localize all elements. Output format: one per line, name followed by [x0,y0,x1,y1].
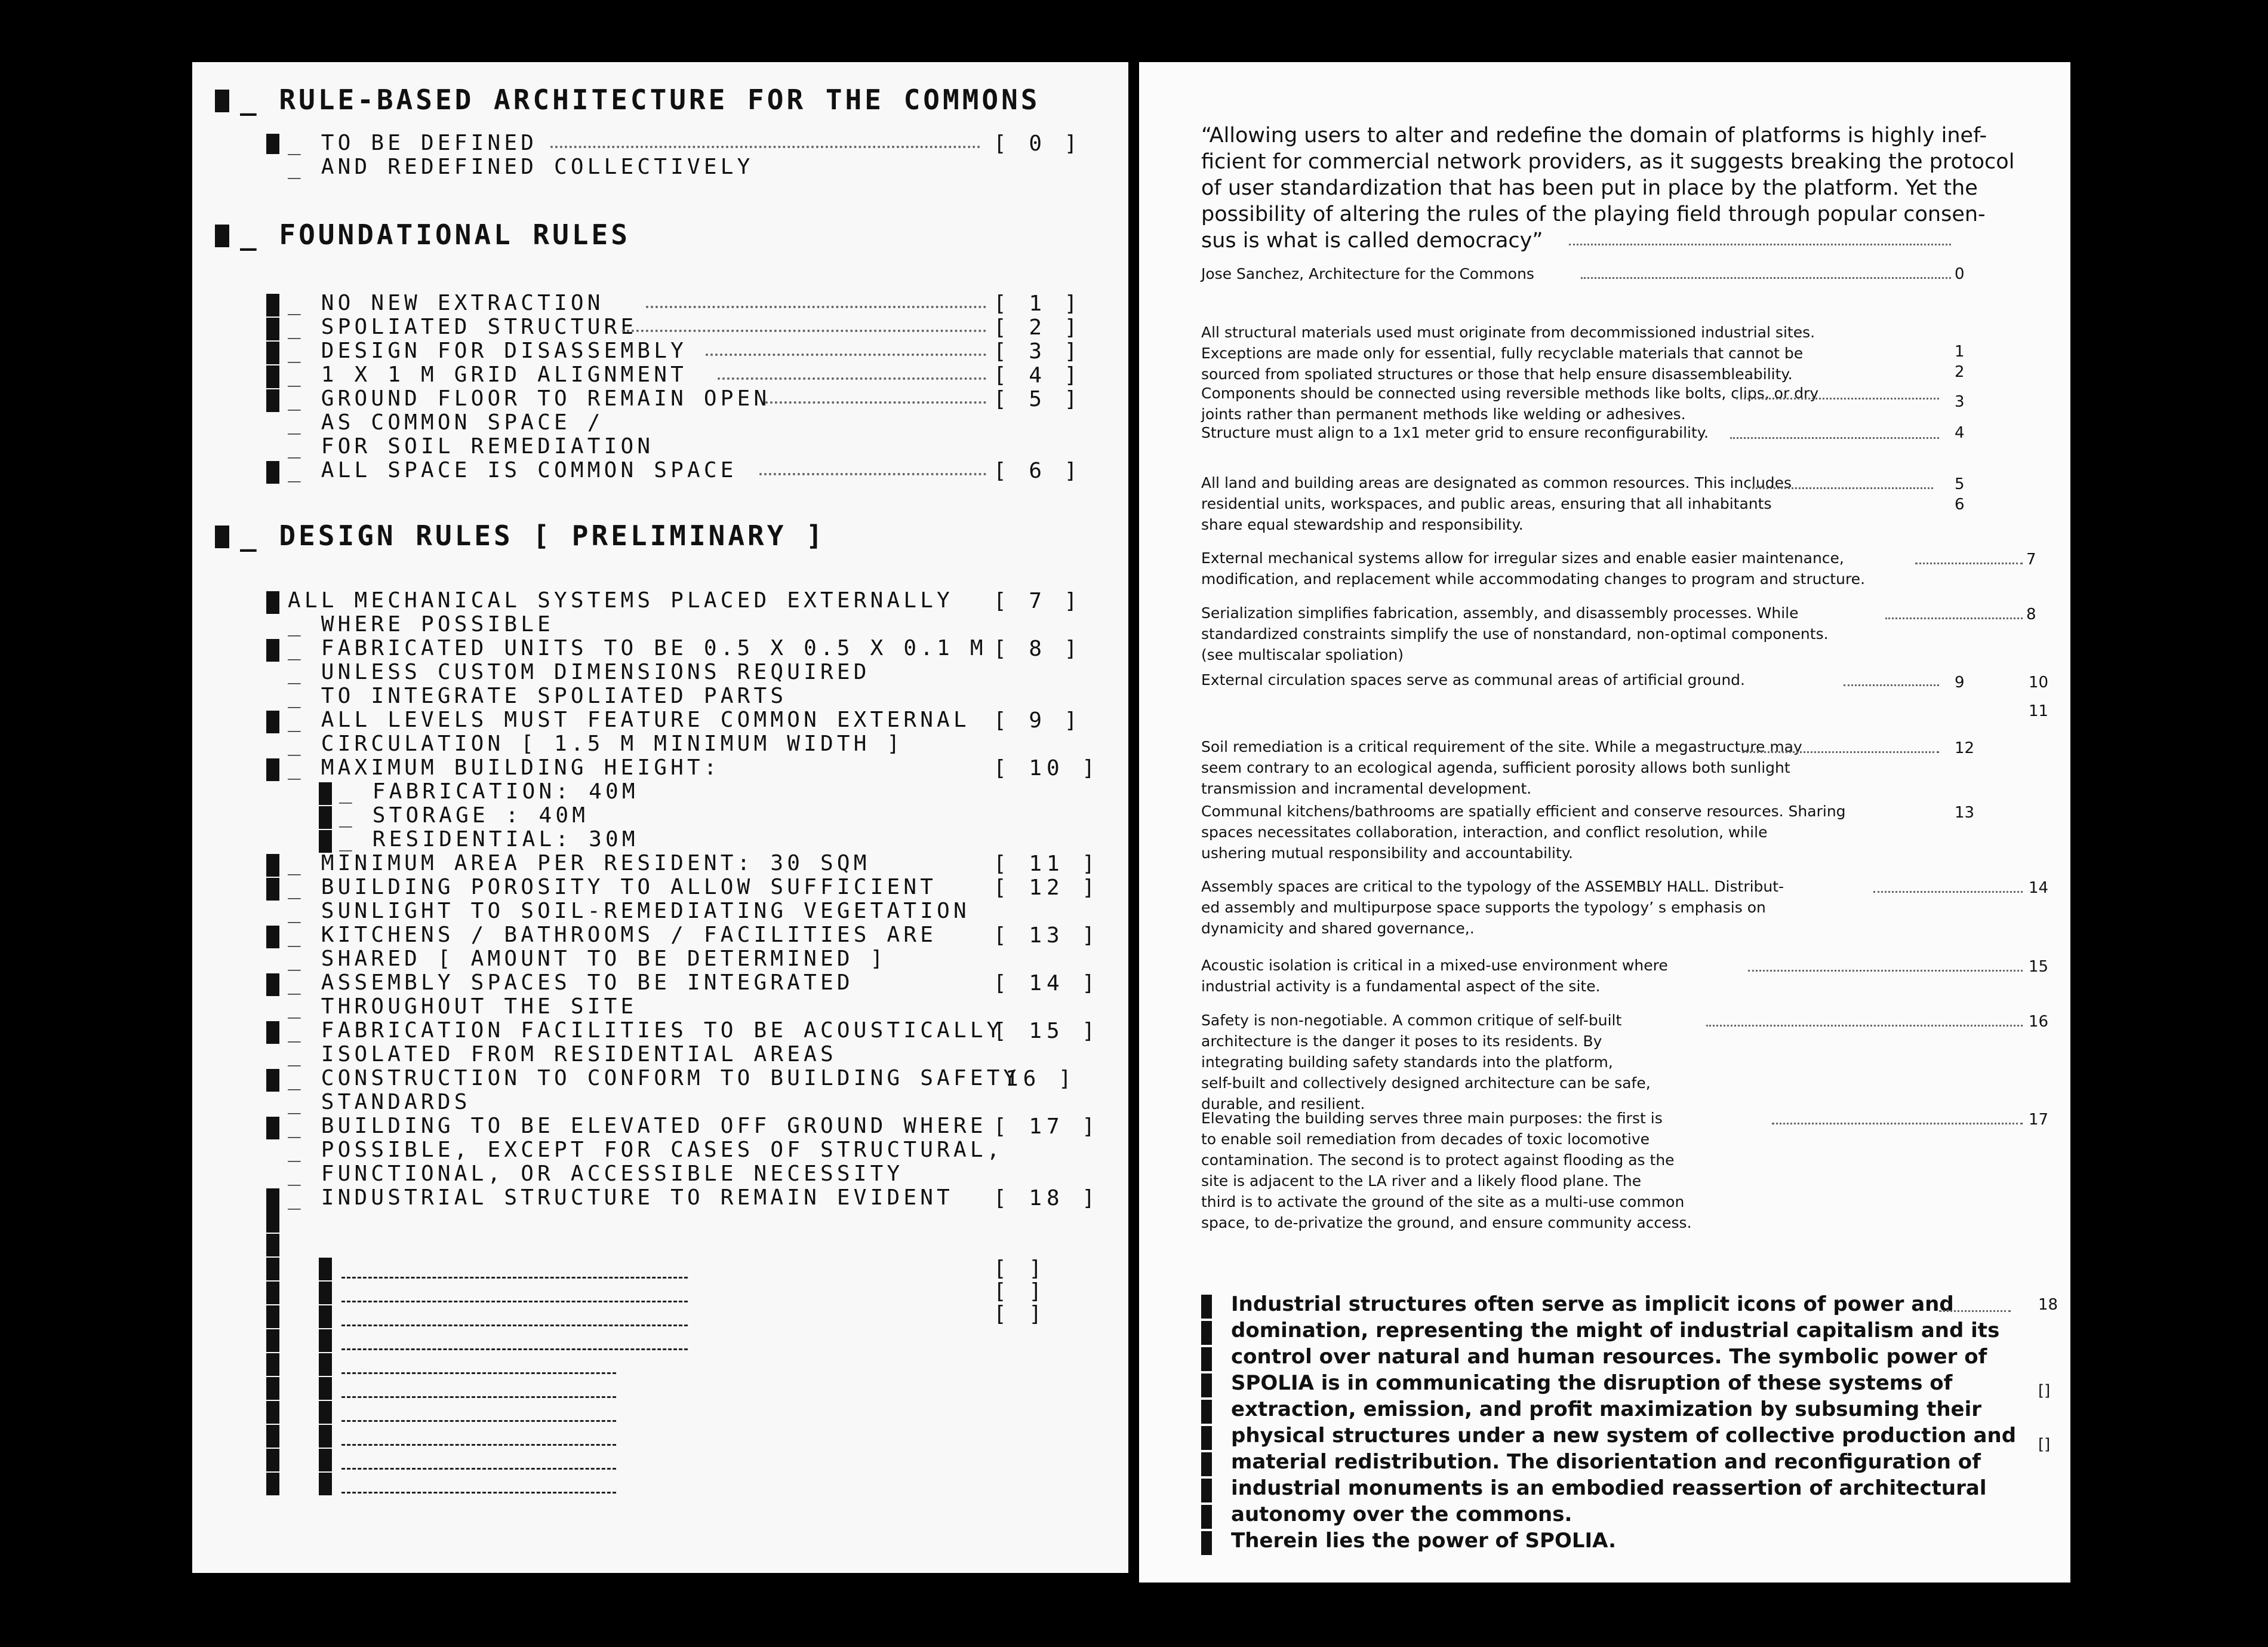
blank-rule-line [341,1325,688,1326]
dotted-leader [765,401,986,404]
rule-text: _ GROUND FLOOR TO REMAIN OPEN [288,386,771,411]
bullet-square-icon [319,1401,332,1424]
note-line: Elevating the building serves three main purposes: the first is [1201,1110,1663,1127]
note-line: architecture is the danger it poses to its residents. By [1201,1033,1602,1050]
bullet-square-icon [266,1021,279,1044]
bullet-square-icon [266,711,279,733]
bullet-square-icon [319,1449,332,1471]
note-number: 1 [1955,343,1965,361]
rule-text: _ ALL SPACE IS COMMON SPACE [288,458,737,483]
blank-rule-line [341,1348,688,1350]
blank-index: [ ] [993,1279,1047,1304]
bullet-square-icon [319,1353,332,1376]
rule-text: _ UNLESS CUSTOM DIMENSIONS REQUIRED [288,660,870,684]
dotted-leader [1915,563,2023,564]
rule-index: [ 14 ] [993,971,1100,995]
bullet-square-icon [266,134,279,154]
blank-rule-line [341,1372,616,1374]
rule-text: _ DESIGN FOR DISASSEMBLY [288,339,687,363]
note-number: 0 [1955,265,1965,283]
note-line: contamination. The second is to protect against flooding as the [1201,1151,1675,1169]
rule-text: _ TO BE DEFINED [288,131,538,155]
bullet-square-icon [1201,1400,1212,1424]
bullet-square-icon [266,365,279,388]
rule-index: 16 ] [1005,1067,1076,1091]
rule-index: [ 10 ] [993,756,1100,781]
bullet-square-icon [266,1305,279,1328]
note-line: Safety is non-negotiable. A common critique of self-built [1201,1012,1622,1029]
rule-text: _ ALL LEVELS MUST FEATURE COMMON EXTERNAL [288,708,970,732]
note-line: Structure must align to a 1x1 meter grid to ensure reconfigurability. [1201,424,1709,441]
rule-index: [ 9 ] [993,708,1082,733]
dotted-leader [718,377,986,380]
note-line: modification, and replacement while accommodating changes to program and structure. [1201,570,1866,588]
bullet-square-icon [266,591,279,614]
note-line: third is to activate the ground of the site as a multi-use common [1201,1193,1685,1210]
bullet-square-icon [266,1117,279,1139]
note-number: 17 [2029,1111,2049,1129]
rule-text: _ MAXIMUM BUILDING HEIGHT: [288,755,721,780]
bullet-square-icon [319,1305,332,1328]
rule-text: _ ISOLATED FROM RESIDENTIAL AREAS [288,1042,837,1067]
closing-line: SPOLIA is in communicating the disruption of these systems of [1231,1371,1953,1395]
rule-index: [ 3 ] [993,339,1082,364]
rule-text: _ SHARED [ AMOUNT TO BE DETERMINED ] [288,947,887,971]
bullet-square-icon [319,1282,332,1304]
dotted-leader [1748,970,2023,972]
rule-index: [ 11 ] [993,852,1100,876]
closing-line: domination, representing the might of industrial capitalism and its [1231,1319,2000,1342]
note-number: 14 [2029,879,2049,897]
bullet-square-icon [266,342,279,364]
bullet-square-icon [266,1401,279,1424]
note-line: Exceptions are made only for essential, fully recyclable materials that cannot be [1201,345,1804,362]
note-line: space, to de-privatize the ground, and ensure community access. [1201,1214,1692,1231]
note-number: 18 [2038,1296,2058,1314]
bullet-square-icon [266,1473,279,1495]
dotted-leader [550,146,980,148]
bullet-square-icon [266,461,279,484]
dotted-leader [622,330,986,332]
rule-index: [ 7 ] [993,589,1082,613]
note-line: Components should be connected using reversible methods like bolts, clips, or dry [1201,385,1819,402]
closing-line: autonomy over the commons. [1231,1502,1572,1526]
bullet-square-icon [319,830,332,853]
bullet-square-icon [266,1282,279,1304]
bullet-square-icon [266,639,279,662]
note-line: residential units, workspaces, and public areas, ensuring that all inhabitants [1201,495,1772,512]
rule-text: _ TO INTEGRATE SPOLIATED PARTS [288,684,787,708]
note-number: 7 [2026,551,2036,569]
bullet-square-icon [319,1329,332,1352]
note-line: External circulation spaces serve as communal areas of artificial ground. [1201,671,1745,689]
quote-line: sus is what is called democracy” [1201,229,1543,253]
bullet-square-icon [266,758,279,781]
note-line: durable, and resilient. [1201,1095,1365,1113]
blank-rule-line [341,1444,616,1446]
dotted-leader [1742,751,1939,753]
dotted-leader [1939,1310,2011,1312]
blank-rule-line [341,1396,616,1398]
note-number: 3 [1955,393,1965,411]
dotted-leader [1748,487,1933,489]
bullet-square-icon [1201,1347,1212,1371]
rule-text: _ FABRICATION: 40M [339,779,639,804]
closing-line: material redistribution. The disorientation and reconfiguration of [1231,1450,1981,1474]
note-line: Assembly spaces are critical to the typology of the ASSEMBLY HALL. Distribut- [1201,878,1784,895]
bullet-square-icon [319,1473,332,1495]
dotted-leader [1581,277,1951,279]
dotted-leader [646,306,986,308]
bullet-square-icon [266,1377,279,1400]
rule-text: _ BUILDING POROSITY TO ALLOW SUFFICIENT [288,875,937,899]
bullet-square-icon [266,1329,279,1352]
rule-index: [ 4 ] [993,363,1082,388]
rule-text: _ STANDARDS [288,1090,471,1114]
bullet-square-icon [215,225,229,247]
bullet-square-icon [266,1234,279,1256]
bullet-square-icon [319,782,332,805]
note-line: ushering mutual responsibility and accountability. [1201,844,1573,862]
blank-index: [ ] [993,1302,1047,1326]
blank-rule-line [341,1468,616,1470]
page-title: _ RULE-BASED ARCHITECTURE FOR THE COMMONS [240,84,1041,116]
dotted-leader [1736,398,1939,400]
dotted-leader [759,473,986,475]
rule-text: _ CONSTRUCTION TO CONFORM TO BUILDING SAFETY [288,1066,1020,1090]
rule-text: _ CIRCULATION [ 1.5 M MINIMUM WIDTH ] [288,732,904,756]
rule-index: [ 6 ] [993,459,1082,483]
rule-text: _ RESIDENTIAL: 30M [339,827,639,852]
dotted-leader [1844,684,1939,686]
dotted-leader [1873,891,2023,893]
note-number: 4 [1955,424,1965,442]
quote-line: ficient for commercial network providers, as it suggests breaking the protocol [1201,150,2015,174]
left-page [192,62,1128,1573]
rule-text: _ WHERE POSSIBLE [288,612,554,637]
note-line: industrial activity is a fundamental aspect of the site. [1201,978,1601,995]
note-number: 16 [2029,1013,2049,1031]
rule-index: [ 18 ] [993,1186,1100,1210]
note-line: seem contrary to an ecological agenda, sufficient porosity allows both sunlight [1201,759,1790,776]
rule-index: [ 1 ] [993,291,1082,316]
note-line: sourced from spoliated structures or those that help ensure disassembleability. [1201,365,1793,383]
note-line: All structural materials used must originate from decommissioned industrial sites. [1201,324,1815,341]
note-line: Soil remediation is a critical requirement of the site. While a megastructure may [1201,738,1802,755]
bullet-square-icon [319,806,332,829]
rule-index: [ 12 ] [993,875,1100,900]
rule-index: [ 13 ] [993,923,1100,948]
bullet-square-icon [1201,1295,1212,1319]
note-line: joints rather than permanent methods like welding or adhesives. [1201,405,1686,423]
rule-text: _ AS COMMON SPACE / [288,410,604,435]
bullet-square-icon [266,389,279,412]
rule-text: _ KITCHENS / BATHROOMS / FACILITIES ARE [288,923,937,947]
rule-index: [ 0 ] [993,131,1082,156]
rule-text: _ SPOLIATED STRUCTURE [288,315,638,339]
note-number: 15 [2029,958,2049,976]
bullet-square-icon [1201,1531,1212,1555]
rule-text: _ THROUGHOUT THE SITE [288,994,638,1019]
bullet-square-icon [1201,1479,1212,1502]
note-line: Serialization simplifies fabrication, assembly, and disassembly processes. While [1201,604,1799,622]
rule-text: _ SUNLIGHT TO SOIL-REMEDIATING VEGETATION [288,899,970,923]
note-line: (see multiscalar spoliation) [1201,646,1404,663]
blank-rule-line [341,1277,688,1279]
note-line: share equal stewardship and responsibility. [1201,516,1524,533]
bullet-square-icon [215,90,229,112]
bullet-square-icon [266,1258,279,1280]
rule-text: _ MINIMUM AREA PER RESIDENT: 30 SQM [288,851,870,875]
blank-rule-line [341,1492,616,1494]
blank-rule-line [341,1420,616,1422]
rule-text: _ NO NEW EXTRACTION [288,291,604,315]
dotted-leader [1885,617,2023,619]
dotted-leader [1772,1123,2023,1124]
dotted-leader [1706,1025,2023,1027]
note-line: self-built and collectively designed architecture can be safe, [1201,1074,1651,1092]
attribution: Jose Sanchez, Architecture for the Commons [1201,265,1534,282]
rule-text: ALL MECHANICAL SYSTEMS PLACED EXTERNALLY [288,588,953,613]
note-line: to enable soil remediation from decades of toxic locomotive [1201,1130,1650,1148]
closing-line: industrial monuments is an embodied reassertion of architectural [1231,1476,1987,1500]
closing-line: extraction, emission, and profit maximization by subsuming their [1231,1397,1982,1421]
bullet-square-icon [1201,1505,1212,1529]
note-line: transmission and incramental development. [1201,780,1532,797]
note-line: site is adjacent to the LA river and a likely flood plane. The [1201,1172,1642,1190]
rule-text: _ ASSEMBLY SPACES TO BE INTEGRATED [288,970,854,995]
note-line: integrating building safety standards into the platform, [1201,1053,1613,1071]
section-heading: _ DESIGN RULES [ PRELIMINARY ] [240,520,826,552]
rule-index: [ 17 ] [993,1114,1100,1139]
note-line: Communal kitchens/bathrooms are spatially efficient and conserve resources. Sharing [1201,803,1846,820]
bullet-square-icon [266,973,279,996]
note-number: 2 [1955,363,1965,381]
bullet-square-icon [266,926,279,948]
note-number: 12 [1955,739,1975,757]
bullet-square-icon [1201,1452,1212,1476]
bullet-square-icon [319,1425,332,1448]
rule-index: [ 15 ] [993,1019,1100,1043]
rule-index: [ 8 ] [993,637,1082,661]
blank-index: [ ] [993,1256,1047,1281]
bullet-square-icon [215,526,229,548]
rule-text: _ FOR SOIL REMEDIATION [288,434,654,459]
bullet-square-icon [266,1210,279,1233]
note-line: External mechanical systems allow for irregular sizes and enable easier maintenance, [1201,549,1844,567]
closing-line: control over natural and human resources. The symbolic power of [1231,1345,1987,1369]
closing-line: Therein lies the power of SPOLIA. [1231,1529,1617,1553]
rule-index: [ 2 ] [993,315,1082,340]
note-line: dynamicity and shared governance,. [1201,920,1475,937]
bullet-square-icon [266,294,279,317]
rule-text: _ POSSIBLE, EXCEPT FOR CASES OF STRUCTURAL, [288,1138,1004,1162]
bullet-square-icon [266,1425,279,1448]
bullet-square-icon [266,878,279,901]
note-number: 6 [1955,496,1965,514]
quote-line: of user standardization that has been put in place by the platform. Yet the [1201,176,1978,200]
rule-text: _ FABRICATION FACILITIES TO BE ACOUSTICALLY [288,1018,1004,1043]
bullet-square-icon [1201,1426,1212,1450]
blank-rule-line [341,1301,688,1302]
bullet-square-icon [266,1353,279,1376]
bullet-square-icon [1201,1321,1212,1345]
rule-text: _ STORAGE : 40M [339,803,589,828]
rule-text: _ AND REDEFINED COLLECTIVELY [288,155,754,179]
rule-text: _ INDUSTRIAL STRUCTURE TO REMAIN EVIDENT [288,1185,953,1210]
bullet-square-icon [266,854,279,877]
note-line: spaces necessitates collaboration, interaction, and conflict resolution, while [1201,824,1768,841]
note-number: 13 [1955,804,1975,822]
bullet-square-icon [319,1377,332,1400]
note-line: Acoustic isolation is critical in a mixed-use environment where [1201,957,1668,974]
closing-line: Industrial structures often serve as implicit icons of power and [1231,1292,1954,1316]
note-number: [] [2038,1382,2051,1400]
bullet-square-icon [266,1449,279,1471]
rule-index: [ 5 ] [993,387,1082,411]
note-number: [] [2038,1436,2051,1454]
note-number: 5 [1955,475,1965,493]
rule-text: _ FUNCTIONAL, OR ACCESSIBLE NECESSITY [288,1161,904,1186]
note-line: standardized constraints simplify the use of nonstandard, non-optimal components. [1201,625,1829,643]
closing-line: physical structures under a new system of collective production and [1231,1424,2017,1448]
note-line: ed assembly and multipurpose space supports the typology’ s emphasis on [1201,899,1766,916]
bullet-square-icon [266,1188,279,1211]
dotted-leader [1730,437,1939,439]
bullet-square-icon [1201,1373,1212,1397]
bullet-square-icon [266,1069,279,1092]
rule-text: _ 1 X 1 M GRID ALIGNMENT [288,362,687,387]
note-number: 11 [2029,702,2049,720]
note-line: All land and building areas are designated as common resources. This includes [1201,474,1792,491]
section-heading: _ FOUNDATIONAL RULES [240,219,630,251]
rule-text: _ BUILDING TO BE ELEVATED OFF GROUND WHERE [288,1114,987,1138]
note-number: 8 [2026,606,2036,623]
quote-line: “Allowing users to alter and redefine the domain of platforms is highly inef- [1201,124,1987,148]
quote-line: possibility of altering the rules of the playing field through popular consen- [1201,202,1986,226]
right-page [1139,62,2070,1583]
dotted-leader [706,354,986,356]
dotted-leader [1569,244,1951,245]
bullet-square-icon [319,1258,332,1280]
rule-text: _ FABRICATED UNITS TO BE 0.5 X 0.5 X 0.1 M [288,636,987,660]
note-number: 9 [1955,674,1965,692]
note-number: 10 [2029,674,2049,692]
bullet-square-icon [266,318,279,340]
